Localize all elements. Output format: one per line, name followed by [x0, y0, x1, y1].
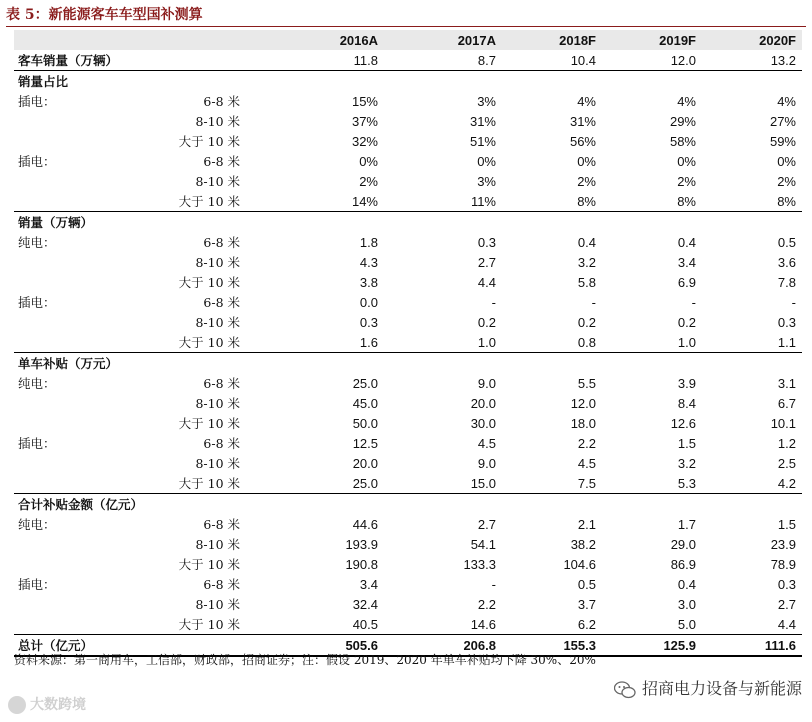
table-cell: 5.0 — [677, 616, 696, 632]
table-cell: 4.5 — [577, 455, 596, 471]
section-heading: 单车补贴（万元） — [14, 353, 802, 374]
watermark-logo-icon — [8, 696, 26, 714]
watermark-left-text: 大数跨境 — [30, 697, 86, 713]
table-row — [14, 554, 802, 574]
column-header: 2020F — [702, 30, 802, 50]
table-cell: 40.5 — [352, 616, 378, 632]
table-cell: 1.0 — [477, 334, 496, 350]
table-row — [14, 332, 802, 353]
table-cell: 3.4 — [677, 254, 696, 270]
table-cell: 12.5 — [352, 435, 378, 451]
table-cell: 2.7 — [777, 596, 796, 612]
table-cell: 0% — [477, 153, 496, 169]
table-row — [14, 312, 802, 332]
table-cell: 0.3 — [777, 576, 796, 592]
table-cell: 4% — [577, 93, 596, 109]
table-row — [14, 393, 802, 413]
length-label: 大于 10 米 — [178, 616, 240, 632]
powertrain-label: 插电： — [18, 435, 56, 451]
table-cell: 59% — [769, 133, 796, 149]
table-row — [14, 91, 802, 111]
table-cell: 32% — [351, 133, 378, 149]
column-header: 2016A — [246, 30, 384, 50]
powertrain-label — [14, 473, 90, 494]
source-note: 资料来源：第一商用车，工信部，财政部，招商证券；注：假设 2019、2020 年单车补贴均下降 30%、20% — [14, 653, 596, 667]
table-cell: 1.5 — [677, 435, 696, 451]
table-body — [14, 30, 802, 656]
table-row — [14, 252, 802, 272]
table-cell: 0% — [577, 153, 596, 169]
table-cell: 20.0 — [470, 395, 496, 411]
powertrain-label — [14, 111, 90, 131]
table-cell: 2.5 — [777, 455, 796, 471]
section-heading-row — [14, 353, 802, 374]
table-cell: 3.2 — [577, 254, 596, 270]
table-title: 表 5：新能源客车车型国补测算 — [6, 7, 203, 23]
table-cell: 44.6 — [352, 516, 378, 532]
table-row — [14, 614, 802, 635]
table-cell: 29.0 — [670, 536, 696, 552]
table-cell: - — [591, 294, 596, 310]
table-cell: 2.7 — [477, 516, 496, 532]
table-row — [14, 574, 802, 594]
length-label: 8-10 米 — [195, 596, 240, 612]
table-cell: 10.4 — [570, 52, 596, 68]
powertrain-label — [14, 191, 90, 212]
length-label: 8-10 米 — [195, 314, 240, 330]
table-cell: 6.9 — [677, 274, 696, 290]
section-heading: 销量（万辆） — [14, 212, 802, 233]
header-row — [14, 30, 802, 50]
powertrain-label: 插电： — [18, 93, 56, 109]
table-cell: 1.2 — [777, 435, 796, 451]
table-row — [14, 433, 802, 453]
table-cell: 27% — [769, 113, 796, 129]
table-cell: 0.5 — [777, 234, 796, 250]
row-label: 客车销量（万辆） — [18, 52, 119, 68]
powertrain-label — [14, 413, 90, 433]
table-cell: 78.9 — [770, 556, 796, 572]
length-label: 大于 10 米 — [178, 334, 240, 350]
table-row — [14, 594, 802, 614]
table-cell: 4.5 — [477, 435, 496, 451]
length-label: 6-8 米 — [203, 93, 240, 109]
table-cell: 32.4 — [352, 596, 378, 612]
table-row — [14, 413, 802, 433]
table-cell: 54.1 — [470, 536, 496, 552]
table-cell: 3.9 — [677, 375, 696, 391]
title-rule — [6, 26, 806, 27]
table-cell: 13.2 — [770, 52, 796, 68]
table-cell: 31% — [569, 113, 596, 129]
column-header: 2017A — [384, 30, 502, 50]
table-cell: 0.4 — [677, 234, 696, 250]
section-heading: 合计补贴金额（亿元） — [14, 494, 802, 515]
table-cell: 11% — [470, 193, 496, 209]
table-row — [14, 171, 802, 191]
table-cell: 2.2 — [477, 596, 496, 612]
table-cell: 25.0 — [352, 375, 378, 391]
table-cell: 1.1 — [777, 334, 796, 350]
table-cell: 3.1 — [777, 375, 796, 391]
length-label: 8-10 米 — [195, 455, 240, 471]
total-cell: 111.6 — [702, 635, 802, 657]
table-cell: 8.4 — [677, 395, 696, 411]
column-header: 2019F — [602, 30, 702, 50]
table-cell: 56% — [569, 133, 596, 149]
powertrain-label — [14, 534, 90, 554]
powertrain-label: 插电： — [18, 576, 56, 592]
section-heading-row — [14, 71, 802, 92]
table-cell: 15% — [351, 93, 378, 109]
powertrain-label — [14, 453, 90, 473]
section-heading: 销量占比 — [14, 71, 802, 92]
table-cell: 29% — [669, 113, 696, 129]
table-cell: 2.2 — [577, 435, 596, 451]
table-row — [14, 191, 802, 212]
table-row — [14, 514, 802, 534]
table-cell: 45.0 — [352, 395, 378, 411]
total-cell: 505.6 — [246, 635, 384, 657]
powertrain-label — [14, 393, 90, 413]
table-cell: 133.3 — [463, 556, 496, 572]
table-cell: 104.6 — [563, 556, 596, 572]
table-row — [14, 292, 802, 312]
table-cell: 0.3 — [777, 314, 796, 330]
table-cell: 3.8 — [359, 274, 378, 290]
table-cell: 18.0 — [570, 415, 596, 431]
powertrain-label: 插电： — [18, 153, 56, 169]
table-cell: 9.0 — [477, 375, 496, 391]
length-label: 6-8 米 — [203, 576, 240, 592]
column-header: 2018F — [502, 30, 602, 50]
table-cell: 50.0 — [352, 415, 378, 431]
total-cell: 155.3 — [502, 635, 602, 657]
table-cell: 4.2 — [777, 475, 796, 491]
watermark-left — [8, 694, 86, 714]
table-cell: 8.7 — [477, 52, 496, 68]
table-cell: 4% — [677, 93, 696, 109]
table-cell: 3.4 — [359, 576, 378, 592]
powertrain-label: 纯电： — [18, 375, 56, 391]
table-cell: 1.8 — [359, 234, 378, 250]
table-cell: 190.8 — [345, 556, 378, 572]
table-cell: - — [791, 294, 796, 310]
table-cell: 5.5 — [577, 375, 596, 391]
table-cell: 12.0 — [670, 52, 696, 68]
table-cell: 0% — [359, 153, 378, 169]
table-cell: 0.0 — [359, 294, 378, 310]
table-cell: 5.3 — [677, 475, 696, 491]
length-label: 8-10 米 — [195, 173, 240, 189]
table-cell: 38.2 — [570, 536, 596, 552]
table-cell: 4.3 — [359, 254, 378, 270]
table-cell: 7.5 — [577, 475, 596, 491]
powertrain-label — [14, 312, 90, 332]
table-cell: 3% — [477, 93, 496, 109]
table-cell: 14% — [351, 193, 378, 209]
table-cell: 4.4 — [777, 616, 796, 632]
wechat-icon — [614, 681, 636, 699]
powertrain-label: 纯电： — [18, 516, 56, 532]
table-cell: 2.7 — [477, 254, 496, 270]
table-row — [14, 453, 802, 473]
table-cell: 20.0 — [352, 455, 378, 471]
table-cell: 12.0 — [570, 395, 596, 411]
table-cell: 3.6 — [777, 254, 796, 270]
table-cell: 0.8 — [577, 334, 596, 350]
length-label: 6-8 米 — [203, 375, 240, 391]
table-cell: - — [491, 294, 496, 310]
table-cell: 0.4 — [577, 234, 596, 250]
length-label: 大于 10 米 — [178, 415, 240, 431]
table-cell: 23.9 — [770, 536, 796, 552]
subsidy-table — [14, 30, 802, 657]
table-cell: 8% — [577, 193, 596, 209]
table-cell: 8% — [677, 193, 696, 209]
table-cell: 3.2 — [677, 455, 696, 471]
table-row — [14, 131, 802, 151]
table-cell: 12.6 — [670, 415, 696, 431]
powertrain-label — [14, 554, 90, 574]
section-heading-row — [14, 494, 802, 515]
length-label: 8-10 米 — [195, 254, 240, 270]
table-row — [14, 534, 802, 554]
table-row — [14, 272, 802, 292]
table-cell: 1.0 — [677, 334, 696, 350]
powertrain-label — [14, 272, 90, 292]
total-label: 总计（亿元） — [14, 635, 246, 657]
watermark-right-text: 招商电力设备与新能源 — [641, 679, 802, 698]
length-label: 大于 10 米 — [178, 475, 240, 491]
powertrain-label — [14, 614, 90, 635]
powertrain-label — [14, 171, 90, 191]
length-label: 大于 10 米 — [178, 556, 240, 572]
table-cell: 2% — [777, 173, 796, 189]
powertrain-label — [14, 332, 90, 353]
table-cell: 25.0 — [352, 475, 378, 491]
powertrain-label: 插电： — [18, 294, 56, 310]
table-cell: 6.7 — [777, 395, 796, 411]
table-cell: 3.7 — [577, 596, 596, 612]
table-cell: 0.3 — [359, 314, 378, 330]
length-label: 6-8 米 — [203, 234, 240, 250]
table-cell: 4.4 — [477, 274, 496, 290]
table-cell: 10.1 — [770, 415, 796, 431]
table-cell: 0.3 — [477, 234, 496, 250]
length-label: 6-8 米 — [203, 153, 240, 169]
powertrain-label — [14, 252, 90, 272]
table-cell: 2% — [577, 173, 596, 189]
table-cell: 3.0 — [677, 596, 696, 612]
table-cell: - — [491, 576, 496, 592]
table-cell: 2% — [359, 173, 378, 189]
table-cell: 0.2 — [677, 314, 696, 330]
length-label: 6-8 米 — [203, 435, 240, 451]
table-row — [14, 373, 802, 393]
table-cell: 7.8 — [777, 274, 796, 290]
table-cell: 37% — [351, 113, 378, 129]
length-label: 大于 10 米 — [178, 133, 240, 149]
table-cell: 5.8 — [577, 274, 596, 290]
powertrain-label — [14, 594, 90, 614]
section-heading-row — [14, 212, 802, 233]
table-cell: 0.4 — [677, 576, 696, 592]
length-label: 6-8 米 — [203, 516, 240, 532]
table-cell: 9.0 — [477, 455, 496, 471]
table-row — [14, 232, 802, 252]
length-label: 大于 10 米 — [178, 193, 240, 209]
table-cell: - — [691, 294, 696, 310]
table-row — [14, 111, 802, 131]
table-cell: 193.9 — [345, 536, 378, 552]
table-cell: 14.6 — [470, 616, 496, 632]
total-cell: 125.9 — [602, 635, 702, 657]
total-sales-row — [14, 50, 802, 71]
table-cell: 1.7 — [677, 516, 696, 532]
length-label: 8-10 米 — [195, 395, 240, 411]
watermark-right — [614, 676, 802, 699]
powertrain-label — [14, 131, 90, 151]
table-cell: 0% — [777, 153, 796, 169]
table-cell: 8% — [777, 193, 796, 209]
table-cell: 2.1 — [577, 516, 596, 532]
table-cell: 0.5 — [577, 576, 596, 592]
total-cell: 206.8 — [384, 635, 502, 657]
powertrain-label: 纯电： — [18, 234, 56, 250]
table-cell: 51% — [469, 133, 496, 149]
table-row — [14, 151, 802, 171]
table-cell: 2% — [677, 173, 696, 189]
table-cell: 31% — [469, 113, 496, 129]
table-cell: 3% — [477, 173, 496, 189]
table-cell: 15.0 — [470, 475, 496, 491]
table-row — [14, 473, 802, 494]
table-cell: 4% — [777, 93, 796, 109]
length-label: 大于 10 米 — [178, 274, 240, 290]
table-cell: 1.6 — [359, 334, 378, 350]
table-cell: 1.5 — [777, 516, 796, 532]
table-cell: 0% — [677, 153, 696, 169]
length-label: 6-8 米 — [203, 294, 240, 310]
table-cell: 11.8 — [353, 52, 378, 68]
table-cell: 86.9 — [670, 556, 696, 572]
length-label: 8-10 米 — [195, 113, 240, 129]
header-blank — [14, 30, 246, 50]
table-cell: 30.0 — [470, 415, 496, 431]
table-cell: 58% — [669, 133, 696, 149]
table-cell: 0.2 — [477, 314, 496, 330]
table-cell: 0.2 — [577, 314, 596, 330]
length-label: 8-10 米 — [195, 536, 240, 552]
table-cell: 6.2 — [577, 616, 596, 632]
